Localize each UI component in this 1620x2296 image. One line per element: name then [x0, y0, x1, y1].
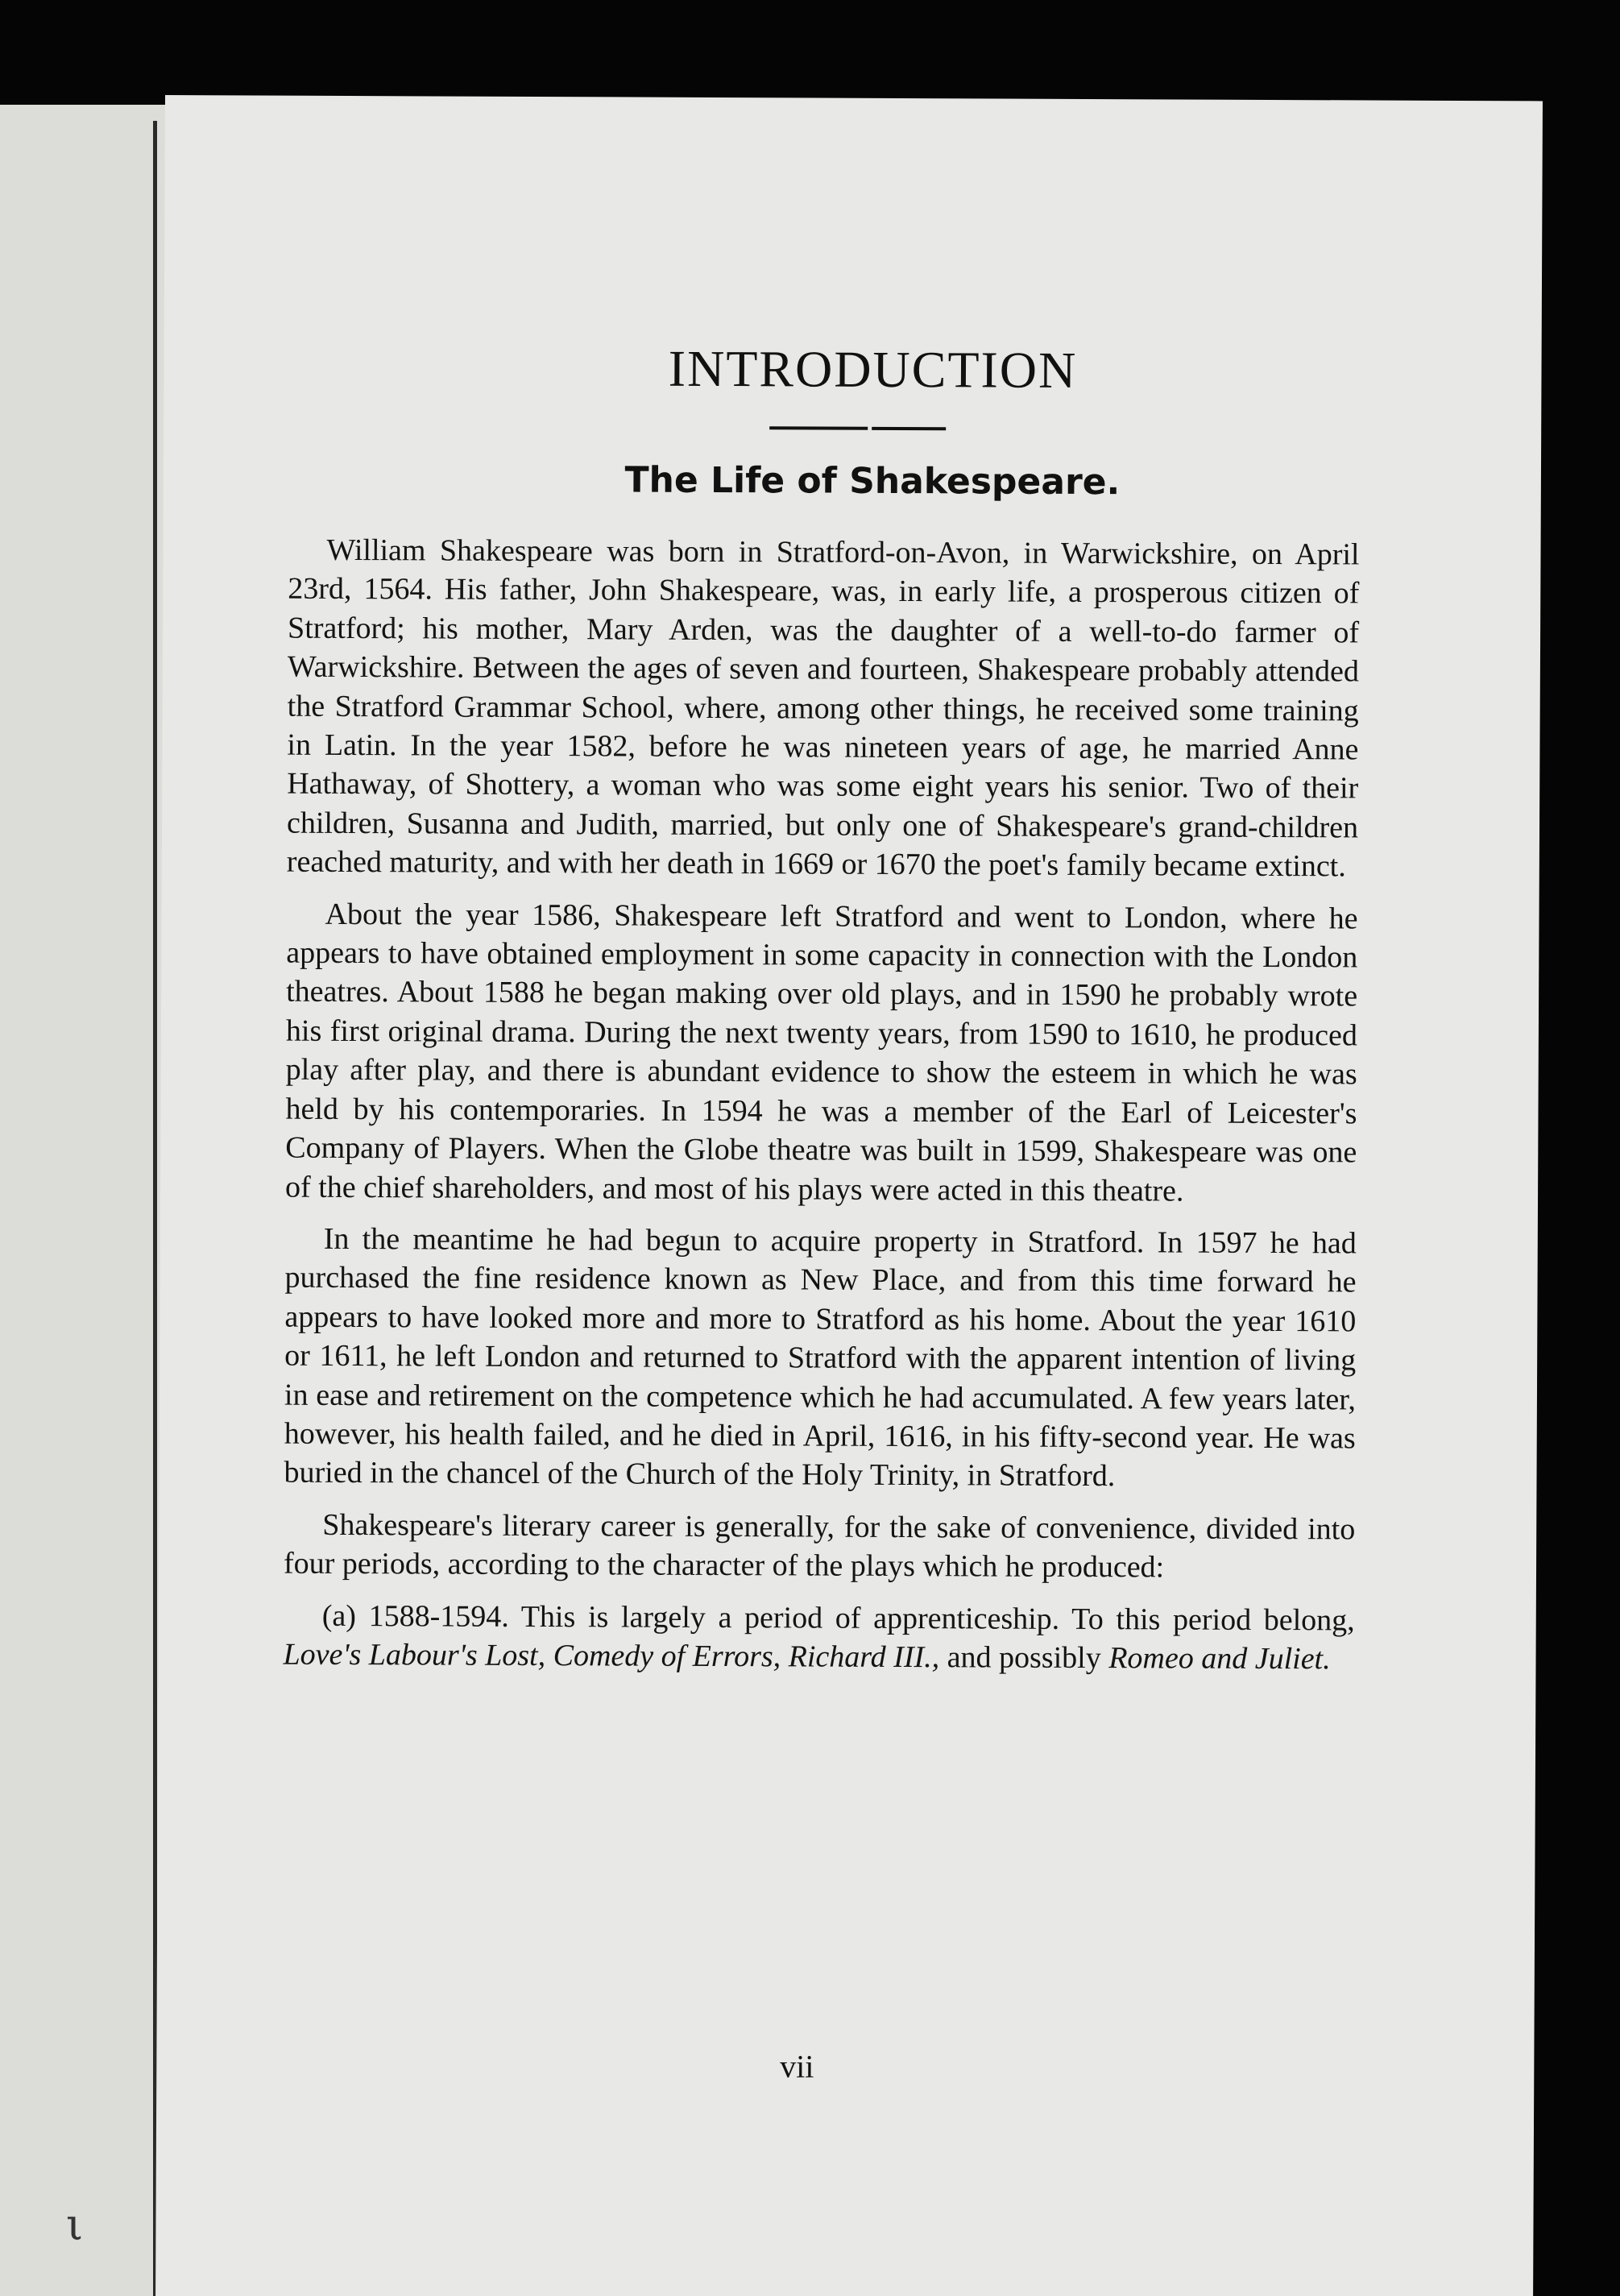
period-a-joiner: and possibly — [947, 1640, 1101, 1676]
period-a-entry — [283, 1596, 1354, 1679]
left-page-edge — [0, 105, 165, 2296]
play-title: Comedy of Errors, — [553, 1639, 781, 1674]
period-a-label: (a) 1588-1594. — [321, 1598, 509, 1634]
book-page — [155, 95, 1543, 2296]
title-rule-left — [769, 426, 868, 430]
period-a-text: This is largely a period of apprenticeship. To this period belong, — [520, 1599, 1355, 1638]
page-number: vii — [780, 2048, 814, 2085]
play-title: Love's Labour's Lost, — [283, 1637, 546, 1673]
title-rule-right — [872, 427, 946, 430]
paragraph-career: Shakespeare's literary career is generally, for the sake of convenience, divided into four periods, according to the character of the plays which he produced: — [283, 1507, 1356, 1585]
margin-mark: ι — [66, 2199, 84, 2250]
section-heading: The Life of Shakespeare. — [624, 459, 1121, 504]
body-text — [283, 531, 1359, 1692]
play-title: Romeo and Juliet. — [1108, 1641, 1331, 1676]
paragraph-birth: William Shakespeare was born in Stratford-on-Avon, in Warwickshire, on April 23rd, 1564. His father, John Shakespeare, was, in early life, a prosperous citizen of Stratford; his mother, Mary Arden, was the daughter of a well-to-do farmer of Warwickshire. Between the ages of seven and fourteen, Shakespeare probably attended the Stratford Grammar School, where, among other things, he received some training in Latin. In the year 1582, before he was nineteen years of age, he married Anne Hathaway, of Shottery, a woman who was some eight years his senior. Two of their children, Susanna and Judith, married, but only one of Shakespeare's grand-children reached maturity, and with her death in 1669 or 1670 the poet's family became extinct. — [286, 533, 1360, 884]
paragraph-stratford: In the meantime he had begun to acquire property in Stratford. In 1597 he had purchased the fine residence known as New Place, and from this time forward he appears to have looked more and more to Stratford as his home. About the year 1610 or 1611, he left London and returned to Stratford with the apparent intention of living in ease and retirement on the competence which he had accumulated. A few years later, however, his health failed, and he died in April, 1616, in his fifty-second year. He was buried in the chancel of the Church of the Holy Trinity, in Stratford. — [284, 1221, 1357, 1494]
scan-corner-artifact — [1314, 0, 1620, 89]
paragraph-london: About the year 1586, Shakespeare left Stratford and went to London, where he appears to have obtained employment in some capacity in connection with the London theatres. About 1588 he began making over old plays, and in 1590 he probably wrote his first original drama. During the next twenty years, from 1590 to 1610, he produced play after play, and there is abundant evidence to show the esteem in which he was held by his contemporaries. In 1594 he was a member of the Earl of Leicester's Company of Players. When the Globe theatre was built in 1599, Shakespeare was one of the chief shareholders, and most of his plays were acted in this theatre. — [284, 897, 1358, 1208]
page-title: INTRODUCTION — [668, 339, 1078, 399]
play-title: Richard III., — [788, 1639, 940, 1675]
